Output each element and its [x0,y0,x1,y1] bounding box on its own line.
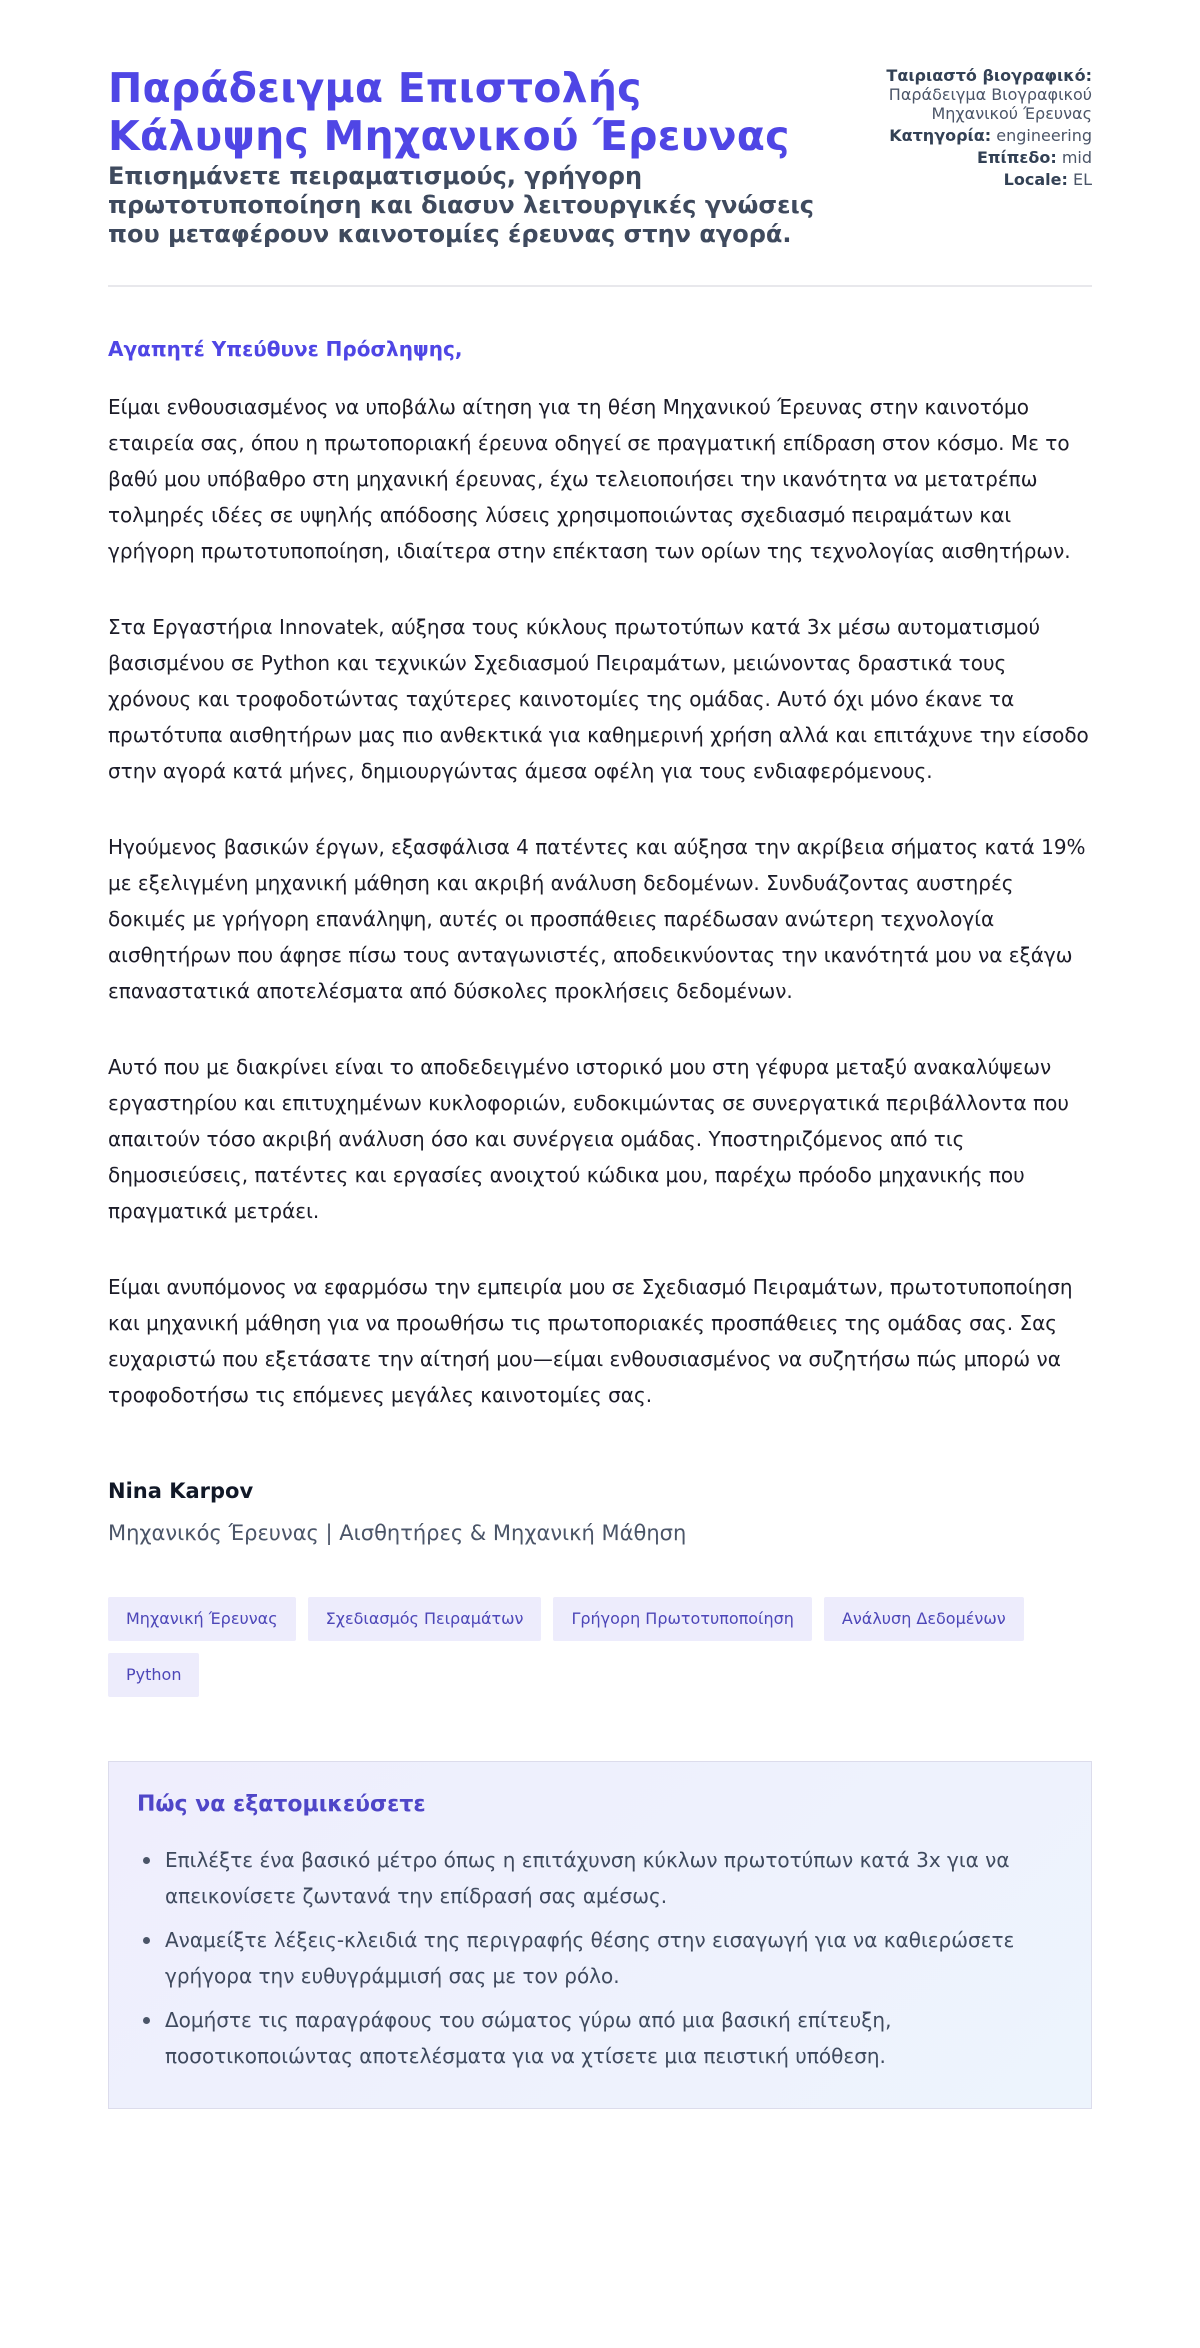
customization-tips-box [108,1761,1092,2109]
skill-badge: Python [108,1653,199,1697]
meta-level-value: mid [1061,148,1092,167]
meta-level [852,148,1092,167]
page-title: Παράδειγμα Επιστολής Κάλυψης Μηχανικού Έρευνας [108,64,790,160]
meta-category-value: engineering [996,126,1092,145]
letter-paragraph: Είμαι ενθουσιασμένος να υποβάλω αίτηση για τη θέση Μηχανικού Έρευνας στην καινοτόμο εταιρεία σας, όπου η πρωτοποριακή έρευνα οδηγεί σε πραγματική επίδραση στον κόσμο. Με το βαθύ μου υπόβαθρο στη μηχανική έρευνας, έχω τελειοποιήσει την ικανότητα να μετατρέπω τολμηρές ιδέες σε υψηλής απόδοσης λύσεις χρησιμοποιώντας σχεδιασμό πειραμάτων και γρήγορη πρωτοτυποποίηση, ιδιαίτερα στην επέκταση των ορίων της τεχνολογίας αισθητήρων. [108,395,1071,563]
bullet-icon [143,1937,150,1944]
meta-matching-resume-label: Ταιριαστό βιογραφικό: [886,66,1092,85]
tip-text: Δομήστε τις παραγράφους του σώματος γύρω από μια βασική επίτευξη, ποσοτικοποιώντας αποτελέσματα για να χτίσετε μια πειστική υπόθεση. [165,2008,892,2068]
meta-category-label: Κατηγορία: [889,126,992,145]
meta-category [852,126,1092,145]
meta-locale [852,170,1092,189]
letter-paragraph: Ηγούμενος βασικών έργων, εξασφάλισα 4 πατέντες και αύξησα την ακρίβεια σήματος κατά 19% με εξελιγμένη μηχανική μάθηση και ακριβή ανάλυση δεδομένων. Συνδυάζοντας αυστηρές δοκιμές με γρήγορη επανάληψη, αυτές οι προσπάθειες παρέδωσαν ανώτερη τεχνολογία αισθητήρων που άφησε πίσω τους ανταγωνιστές, αποδεικνύοντας την ικανότητά μου να εξάγω επαναστατικά αποτελέσματα από δύσκολες προκλήσεις δεδομένων. [108,835,1086,1003]
bullet-icon [143,2017,150,2024]
bullet-icon [143,1857,150,1864]
letter-paragraph: Αυτό που με διακρίνει είναι το αποδεδειγμένο ιστορικό μου στη γέφυρα μεταξύ ανακαλύψεων εργαστηρίου και επιτυχημένων κυκλοφοριών, ευδοκιμώντας σε συνεργατικά περιβάλλοντα που απαιτούν τόσο ακριβή ανάλυση όσο και συνέργεια ομάδας. Υποστηριζόμενος από τις δημοσιεύσεις, πατέντες και εργασίες ανοιχτού κώδικα μου, παρέχω πρόοδο μηχανικής που πραγματικά μετράει. [108,1055,1069,1223]
meta-matching-resume [852,66,1092,123]
signature-name: Nina Karpov [108,1479,254,1503]
letter-paragraph: Είμαι ανυπόμονος να εφαρμόσω την εμπειρία μου σε Σχεδιασμό Πειραμάτων, πρωτοτυποποίηση και μηχανική μάθηση για να προωθήσω τις πρωτοποριακές προσπάθειες της ομάδας σας. Σας ευχαριστώ που εξετάσατε την αίτησή μου—είμαι ενθουσιασμένος να συζητήσω πώς μπορώ να τροφοδοτήσω τις επόμενες μεγάλες καινοτομίες σας. [108,1275,1073,1407]
signature-role: Μηχανικός Έρευνας | Αισθητήρες & Μηχανική Μάθηση [108,1521,687,1545]
tip-text: Επιλέξτε ένα βασικό μέτρο όπως η επιτάχυνση κύκλων πρωτοτύπων κατά 3x για να απεικονίσετε ζωντανά την επίδρασή σας αμέσως. [165,1848,1010,1908]
skill-badge: Μηχανική Έρευνας [108,1597,296,1641]
tip-text: Αναμείξτε λέξεις-κλειδιά της περιγραφής θέσης στην εισαγωγή για να καθιερώσετε γρήγορα την ευθυγράμμισή σας με τον ρόλο. [165,1928,1015,1988]
letter-body [108,335,1092,1413]
tip-item [137,1842,1063,1914]
meta-locale-value: EL [1072,170,1092,189]
tips-list [137,1842,1063,2074]
meta-locale-label: Locale: [1003,170,1068,189]
tip-item [137,1922,1063,1994]
letter-paragraph: Στα Εργαστήρια Innovatek, αύξησα τους κύκλους πρωτοτύπων κατά 3x μέσω αυτοματισμού βασισμένου σε Python και τεχνικών Σχεδιασμού Πειραμάτων, μειώνοντας δραστικά τους χρόνους και τροφοδοτώντας ταχύτερες καινοτομίες της ομάδας. Αυτό όχι μόνο έκανε τα πρωτότυπα αισθητήρων μας πιο ανθεκτικά για καθημερινή χρήση αλλά και επιτάχυνε την είσοδο στην αγορά κατά μήνες, δημιουργώντας άμεσα οφέλη για τους ενδιαφερόμενους. [108,615,1089,783]
page-header [108,64,1092,287]
meta-info [852,64,1092,192]
skill-badges [108,1597,1092,1697]
signature-block [108,1477,1092,1547]
meta-matching-resume-value: Παράδειγμα Βιογραφικού Μηχανικού Έρευνας [888,85,1092,123]
header-title-block [108,64,848,249]
skill-badge: Σχεδιασμός Πειραμάτων [308,1597,542,1641]
meta-level-label: Επίπεδο: [976,148,1057,167]
tips-title: Πώς να εξατομικεύσετε [137,1792,426,1817]
page-tagline: Επισημάνετε πειραματισμούς, γρήγορη πρωτοτυποποίηση και διασυν λειτουργικές γνώσεις που μεταφέρουν καινοτομίες έρευνας στην αγορά. [108,162,815,248]
letter-greeting: Αγαπητέ Υπεύθυνε Πρόσληψης, [108,337,463,361]
skill-badge: Ανάλυση Δεδομένων [824,1597,1024,1641]
tip-item [137,2002,1063,2074]
skill-badge: Γρήγορη Πρωτοτυποποίηση [553,1597,811,1641]
